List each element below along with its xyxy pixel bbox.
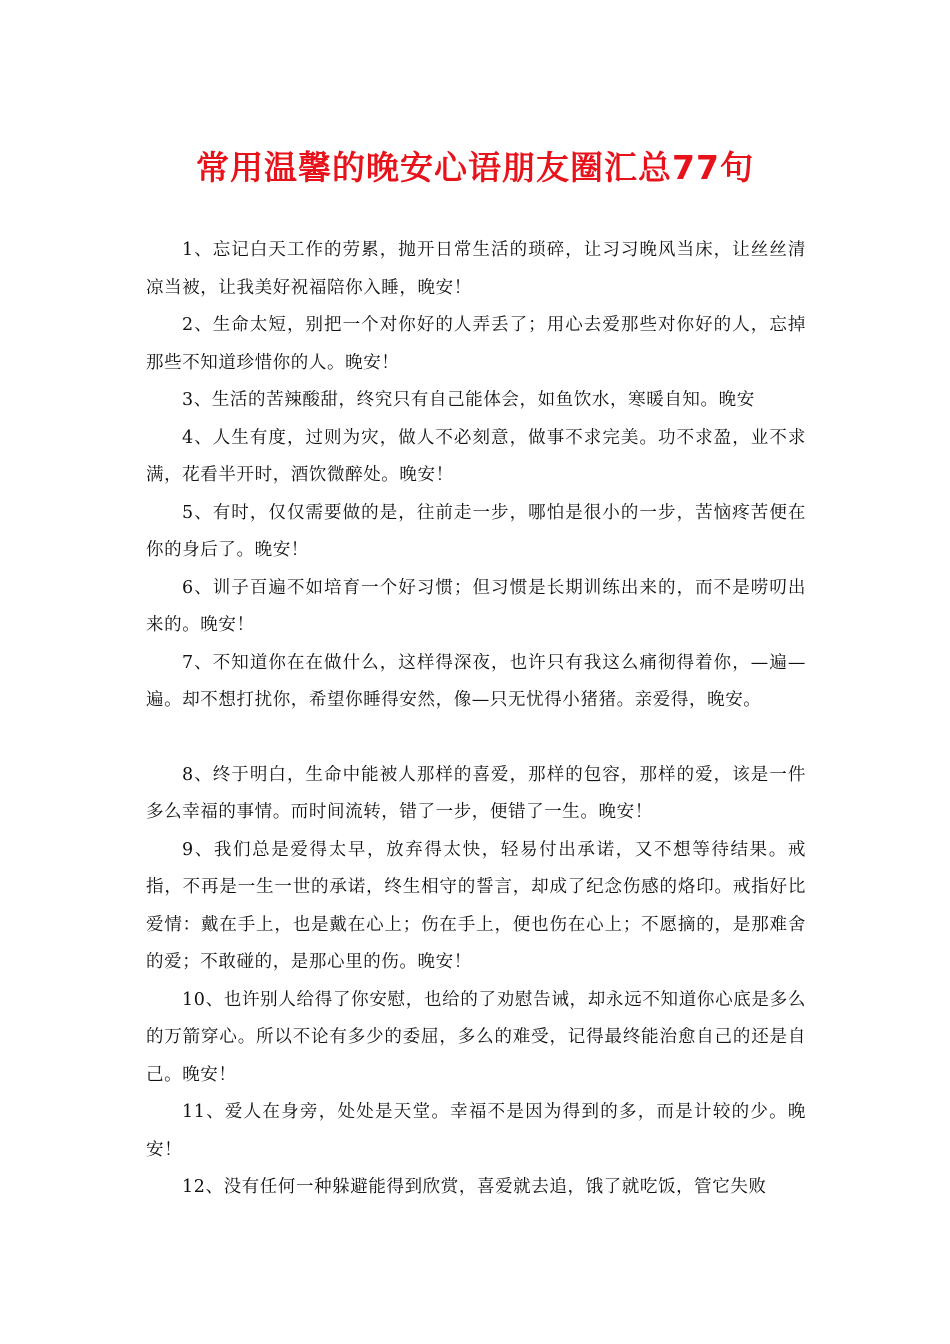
paragraph-5: 5、有时，仅仅需要做的是，往前走一步，哪怕是很小的一步，苦恼疼苦便在你的身后了。晚安！ (146, 502, 806, 560)
page-title: 常用温馨的晚安心语朋友圈汇总77句 (196, 148, 754, 187)
paragraph-10: 10、也许别人给得了你安慰，也给的了劝慰告诫，却永远不知道你心底是多么的万箭穿心。所以不论有多少的委屈，多么的难受，记得最终能治愈自己的还是自己。晚安！ (146, 989, 806, 1085)
paragraph-6: 6、训子百遍不如培育一个好习惯；但习惯是长期训练出来的，而不是唠叨出来的。晚安！ (146, 577, 806, 635)
document-body (146, 232, 806, 1207)
paragraph-12: 12、没有任何一种躲避能得到欣赏，喜爱就去追，饿了就吃饭，管它失败 (182, 1177, 767, 1197)
paragraph-9: 9、我们总是爱得太早，放弃得太快，轻易付出承诺，又不想等待结果。戒指，不再是一生一世的承诺，终生相守的誓言，却成了纪念伤感的烙印。戒指好比爱情：戴在手上，也是戴在心上；伤在手上，便也伤在心上；不愿摘的，是那难舍的爱；不敢碰的，是那心里的伤。晚安！ (146, 839, 806, 972)
paragraph-3: 3、生活的苦辣酸甜，终究只有自己能体会，如鱼饮水，寒暖自知。晚安 (182, 390, 755, 410)
paragraph-4: 4、人生有度，过则为灾，做人不必刻意，做事不求完美。功不求盈，业不求满，花看半开时，酒饮微醉处。晚安！ (146, 427, 806, 485)
paragraph-2: 2、生命太短，别把一个对你好的人弄丢了；用心去爱那些对你好的人，忘掉那些不知道珍惜你的人。晚安！ (146, 315, 806, 373)
paragraph-11: 11、爱人在身旁，处处是天堂。幸福不是因为得到的多，而是计较的少。晚安！ (146, 1102, 806, 1160)
paragraph-8: 8、终于明白，生命中能被人那样的喜爱，那样的包容，那样的爱，该是一件多么幸福的事情。而时间流转，错了一步，便错了一生。晚安！ (146, 764, 806, 822)
paragraph-1: 1、忘记白天工作的劳累，抛开日常生活的琐碎，让习习晚风当床，让丝丝清凉当被，让我美好祝福陪你入睡，晚安！ (146, 240, 806, 298)
paragraph-7: 7、不知道你在在做什么，这样得深夜，也许只有我这么痛彻得着你，—遍—遍。却不想打扰你，希望你睡得安然，像—只无忧得小猪猪。亲爱得，晚安。 (146, 652, 806, 710)
